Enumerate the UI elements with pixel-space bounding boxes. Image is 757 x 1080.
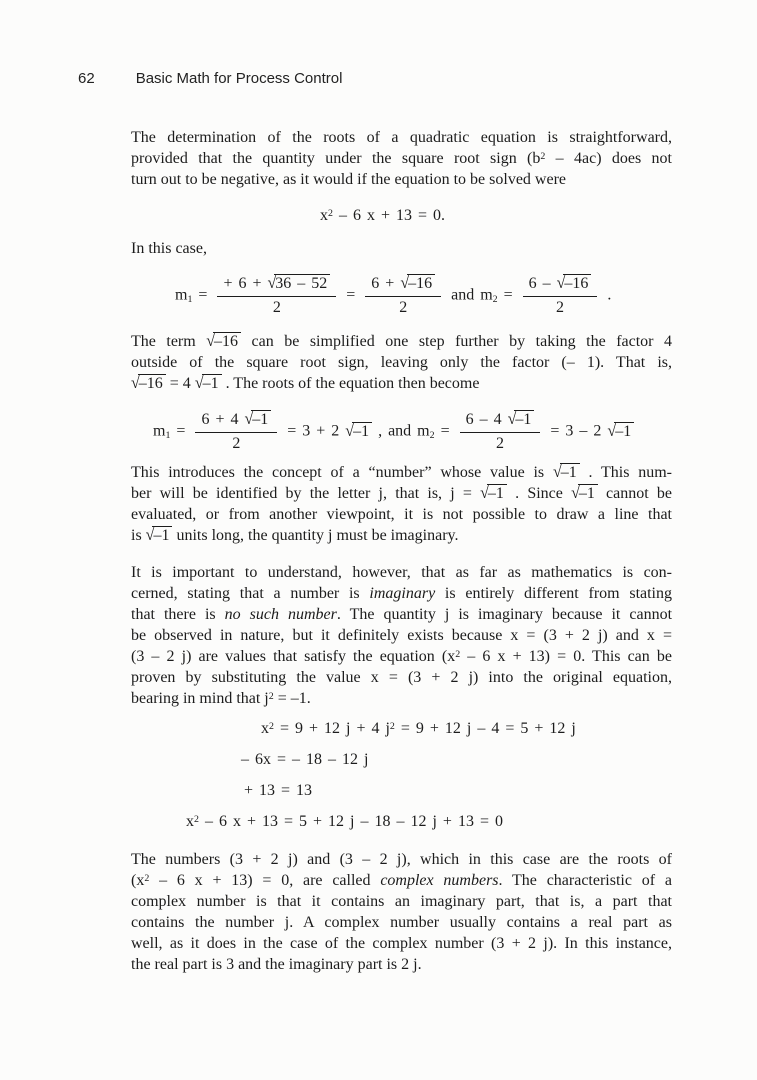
fraction: $\frac{6 + √-16}{2}$ bbox=[365, 274, 441, 318]
text-line: The determination of the roots of a quadratic equation is straightforward, bbox=[131, 129, 672, 146]
text-line: In this case, bbox=[131, 240, 207, 257]
fraction: $\frac{6 - 4 √-1}{2}$ bbox=[460, 410, 541, 454]
page-content bbox=[131, 127, 672, 975]
paragraph-imaginary-vs-nonexistent bbox=[131, 562, 672, 709]
square-root: √–1 bbox=[553, 464, 580, 481]
page-number: 62 bbox=[78, 70, 95, 87]
text-line: contains the number j. A complex number usually contains a real part as bbox=[131, 914, 672, 931]
text-line: $x^2 - 6$ x + 13 = 0. bbox=[320, 207, 445, 224]
equation-roots-simplified bbox=[131, 410, 672, 454]
square-root: √–16 bbox=[131, 375, 166, 392]
text-line: $x^2 - 6$ x + 13 = 5 + 12 j – 18 – 12 j + 13 = 0 bbox=[186, 813, 503, 830]
square-root: √–1 bbox=[508, 411, 535, 428]
text-line: The term √–16 can be simplified one step further by taking the factor 4 bbox=[131, 332, 673, 351]
text-line: turn out to be negative, as it would if the equation to be solved were bbox=[131, 171, 566, 188]
page-header bbox=[78, 70, 672, 87]
text-line: be observed in nature, but it definitely exists because x = (3 + 2 j) and x = bbox=[131, 627, 672, 644]
equation-roots-m1-m2 bbox=[131, 274, 672, 318]
paragraph-simplify-radical bbox=[131, 331, 672, 394]
fraction: $\frac{6 + 4 √-1}{2}$ bbox=[195, 410, 277, 454]
text-line: It is important to understand, however, that as far as mathematics is con- bbox=[131, 564, 672, 581]
text-line: $m_1$ = $\frac{6 + 4 √-1}{2}$ = 3 + 2 √–1 , and $m_2$ = $\frac{6 - 4 √-1}{2}$ = 3 – 2 √–1 bbox=[131, 410, 672, 454]
equation-substitution-check bbox=[131, 718, 672, 832]
text-line: complex number is that it contains an imaginary part, that is, a part that bbox=[131, 893, 672, 910]
paragraph-complex-numbers bbox=[131, 849, 672, 975]
text-line: ber will be identified by the letter j, that is, j = √–1 . Since √–1 cannot be bbox=[131, 484, 673, 503]
text-line: provided that the quantity under the square root sign $(b^2 - 4ac)$ does not bbox=[131, 150, 672, 167]
text-line: The numbers (3 + 2 j) and (3 – 2 j), which in this case are the roots of bbox=[131, 851, 672, 868]
running-title: Basic Math for Process Control bbox=[135, 70, 343, 87]
text-line: cerned, stating that a number is imaginary is entirely different from stating bbox=[131, 585, 673, 602]
paragraph-roots-intro bbox=[131, 127, 672, 190]
square-root: √–1 bbox=[244, 411, 271, 428]
paragraph-in-this-case bbox=[131, 238, 672, 259]
text-line: the real part is 3 and the imaginary part is 2 j. bbox=[131, 956, 422, 973]
fraction: $\frac{6 - √-16}{2}$ bbox=[523, 274, 598, 318]
square-root: √–1 bbox=[607, 423, 634, 440]
text-line: + 13 = 13 bbox=[244, 782, 313, 799]
text-line: $x^2 = 9 + 12$ j + 4 $j^2 = 9 + 12$ j – 4 = 5 + 12 j bbox=[261, 720, 576, 737]
square-root: √36 – 52 bbox=[267, 275, 330, 292]
equation-quadratic bbox=[131, 205, 672, 226]
text-line: $m_1$ = $\frac{+ 6 + √36 - 52}{2}$ = $\frac{6 + √-16}{2}$ and $m_2$ = $\frac{6 - √-16}{2}$ . bbox=[175, 274, 612, 316]
text-line: This introduces the concept of a “number” whose value is √–1 . This num- bbox=[131, 463, 672, 482]
text-line: outside of the square root sign, leaving only the factor (– 1). That is, bbox=[131, 354, 672, 371]
text-line: that there is no such number. The quantity j is imaginary because it cannot bbox=[131, 606, 673, 623]
square-root: √–16 bbox=[206, 333, 241, 350]
square-root: √–1 bbox=[571, 485, 598, 502]
square-root: √–1 bbox=[146, 527, 173, 544]
square-root: √–1 bbox=[345, 423, 372, 440]
square-root: √–16 bbox=[400, 275, 435, 292]
text-line: ($x^2 - 6$ x + 13) = 0, are called complex numbers. The characteristic of a bbox=[131, 872, 672, 889]
text-line: – 6x = – 18 – 12 j bbox=[241, 751, 369, 768]
square-root: √–1 bbox=[480, 485, 507, 502]
square-root: √–16 bbox=[557, 275, 592, 292]
text-line: evaluated, or from another viewpoint, it is not possible to draw a line that bbox=[131, 506, 672, 523]
text-line: (3 – 2 j) are values that satisfy the equation ($x^2 - 6$ x + 13) = 0. This can be bbox=[131, 648, 672, 665]
text-line: proven by substituting the value x = (3 + 2 j) into the original equation, bbox=[131, 669, 672, 686]
fraction: $\frac{+ 6 + √36 - 52}{2}$ bbox=[217, 274, 336, 318]
paragraph-imaginary-j bbox=[131, 462, 672, 546]
text-line: well, as it does in the case of the complex number (3 + 2 j). In this instance, bbox=[131, 935, 672, 952]
text-line: √–16 = 4 √–1 . The roots of the equation then become bbox=[131, 374, 480, 393]
text-line: bearing in mind that $j^2 = -1$. bbox=[131, 690, 311, 707]
text-line: is √–1 units long, the quantity j must be imaginary. bbox=[131, 526, 459, 545]
square-root: √–1 bbox=[195, 375, 222, 392]
